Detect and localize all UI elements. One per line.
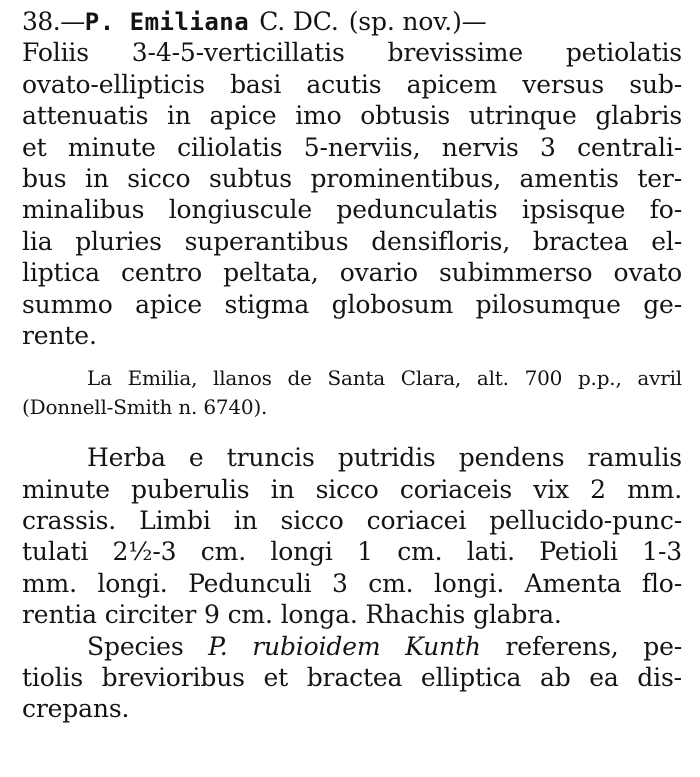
entry-number: 38.— [22,7,85,36]
description-line: mm. longi. Pedunculi 3 cm. longi. Amenta flo- [22,568,682,598]
comparison-line: tiolis brevioribus et bractea elliptica ab ea dis- [22,663,682,693]
description [22,442,682,630]
diagnosis-line: lia pluries superantibus densifloris, bractea el- [22,226,682,256]
description-line: rentia circiter 9 cm. longa. Rhachis glabra. [22,600,562,630]
description-line: tulati 2½-3 cm. longi 1 cm. lati. Petioli 1-3 [22,537,682,567]
compared-species: P. rubioidem Kunth [208,631,481,661]
diagnosis-line: bus in sicco subtus prominentibus, amentis ter- [22,163,682,193]
comparison-tail: referens, pe- [505,631,682,661]
species-name: P. Emiliana [84,8,250,36]
locality-citation [22,364,682,422]
species-heading [22,6,682,37]
latin-diagnosis [22,37,682,351]
diagnosis-line: attenuatis in apice imo obtusis utrinque glabris [22,101,682,131]
description-line: Herba e truncis putridis pendens ramulis [87,443,682,473]
description-line: crassis. Limbi in sicco coriacei pellucido-punc- [22,506,682,536]
locality-line: La Emilia, llanos de Santa Clara, alt. 700 p.p., avril [87,366,682,391]
comparison-lead: Species [87,631,184,661]
diagnosis-line: Foliis 3-4-5-verticillatis brevissime petiolatis [22,38,682,68]
species-author: C. DC. [259,7,339,36]
locality-line: (Donnell-Smith n. 6740). [22,395,268,420]
diagnosis-line: liptica centro peltata, ovario subimmerso ovato [22,258,682,288]
species-status: (sp. nov.)— [348,7,487,36]
comparison-line [22,631,682,662]
diagnosis-line: et minute ciliolatis 5-nerviis, nervis 3 centrali- [22,132,682,162]
comparison [22,631,682,725]
diagnosis-line: rente. [22,320,97,350]
diagnosis-line: ovato-ellipticis basi acutis apicem versus sub- [22,69,682,99]
description-line: minute puberulis in sicco coriaceis vix 2 mm. [22,474,682,504]
species-entry [22,6,682,725]
diagnosis-line: summo apice stigma globosum pilosumque ge- [22,289,682,319]
comparison-line: crepans. [22,694,130,724]
diagnosis-line: minalibus longiuscule pedunculatis ipsisque fo- [22,195,682,225]
